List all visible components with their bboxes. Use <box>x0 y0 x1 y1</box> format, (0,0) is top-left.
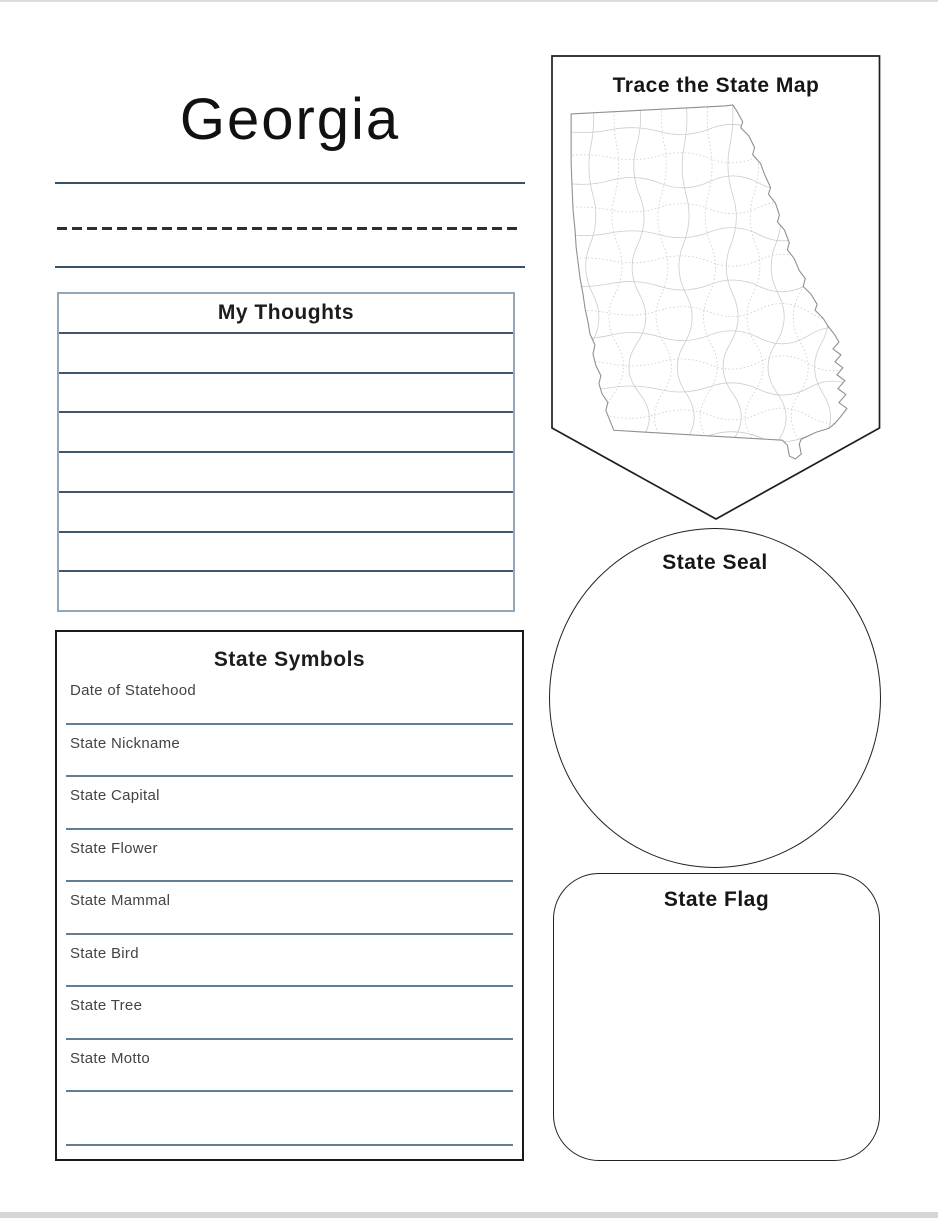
field-label: State Capital <box>70 787 160 804</box>
symbol-row-state-capital <box>66 777 513 830</box>
thoughts-writing-row <box>59 493 513 533</box>
state-name-title: Georgia <box>179 87 401 152</box>
blank-writing-row <box>66 1092 513 1146</box>
symbol-row-state-motto <box>66 1040 513 1093</box>
thoughts-writing-row <box>59 413 513 453</box>
page-bottom-edge <box>0 1212 938 1218</box>
thoughts-writing-row <box>59 572 513 610</box>
county-lines <box>566 101 854 463</box>
symbol-row-date-of-statehood <box>66 672 513 725</box>
trace-map-title: Trace the State Map <box>612 74 820 97</box>
thoughts-writing-row <box>59 374 513 414</box>
state-flag-box <box>553 873 880 1161</box>
symbol-row-state-nickname <box>66 725 513 778</box>
handwriting-line-bottom <box>55 266 525 268</box>
field-label: State Mammal <box>70 892 171 909</box>
field-label: Date of Statehood <box>70 682 197 699</box>
field-label: State Tree <box>70 997 143 1014</box>
field-label: State Motto <box>70 1049 151 1067</box>
state-seal-title: State Seal <box>662 551 768 574</box>
field-label: State Flower <box>70 839 158 857</box>
state-flag-title: State Flag <box>663 888 770 911</box>
my-thoughts-title: My Thoughts <box>59 294 513 334</box>
state-symbols-box <box>55 630 524 1161</box>
state-outline <box>571 105 847 459</box>
my-thoughts-box <box>57 292 515 612</box>
state-symbols-title: State Symbols <box>213 648 366 671</box>
georgia-county-map <box>566 101 854 463</box>
symbol-row-state-mammal <box>66 882 513 935</box>
page-top-edge <box>0 0 938 2</box>
symbol-row-state-flower <box>66 830 513 883</box>
state-seal-circle <box>549 528 881 868</box>
thoughts-writing-row <box>59 533 513 573</box>
thoughts-writing-row <box>59 453 513 493</box>
handwriting-line-top <box>55 182 525 184</box>
handwriting-line-dashed <box>57 227 521 230</box>
symbol-row-state-bird <box>66 935 513 988</box>
thoughts-writing-row <box>59 334 513 374</box>
field-label: State Bird <box>70 944 139 962</box>
symbol-row-state-tree <box>66 987 513 1040</box>
field-label: State Nickname <box>70 734 181 752</box>
